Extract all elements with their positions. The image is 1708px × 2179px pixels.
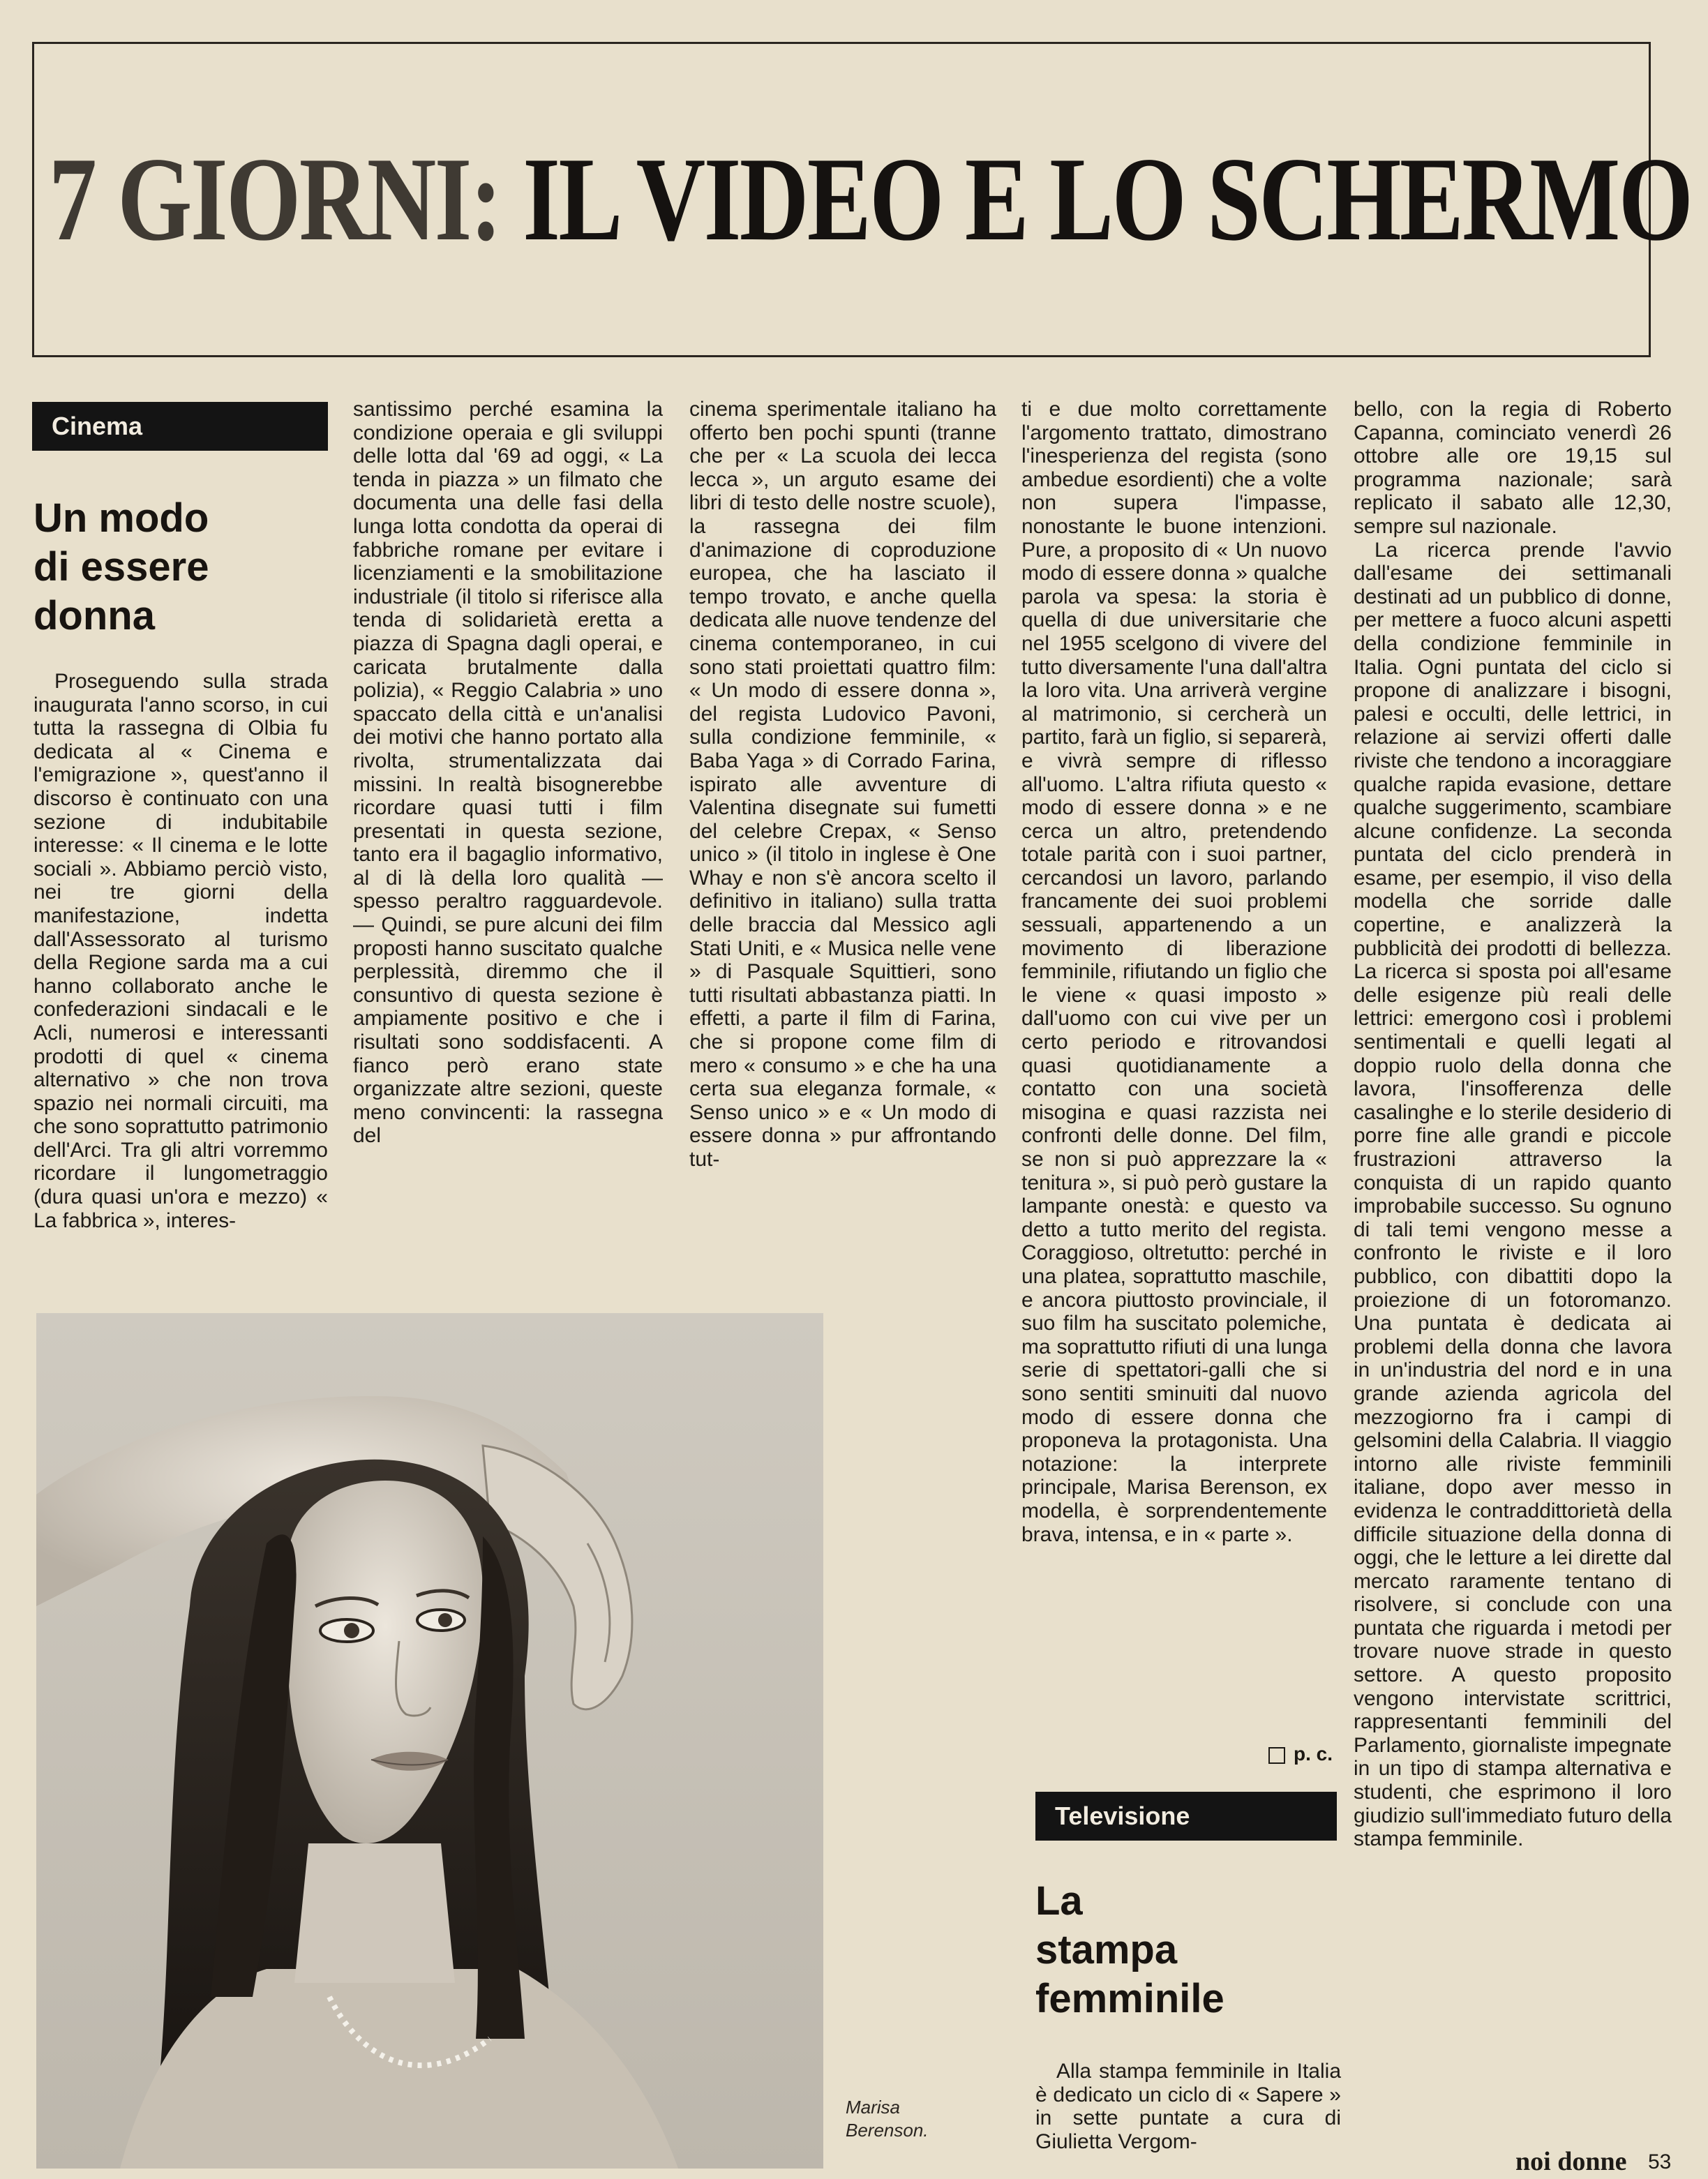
tv-headline-line: stampa xyxy=(1035,1927,1178,1972)
section-label-tv: Televisione xyxy=(1035,1792,1337,1841)
paragraph: ti e due molto correttamente l'argomento trattato, dimostrano l'inesperienza del regista (sono ambedue esordienti) che a volte non supera l'impasse, nonostante le buone intenzioni. Pure, a proposito di « Un nuovo modo di essere donna » qualche parola va spesa: la storia è quella di due universitarie che nel 1955 scelgono di vivere del tutto diversamente l'una dall'altra la loro vita. Una arriverà vergine al matrimonio, si cercherà un partito, farà un figlio, si separerà, e vivrà sempre di riflesso all'uomo. L'altra rifiuta questo « modo di essere donna » e ne cerca un altro, pretendendo totale parità con i suoi partner, cercandosi un lavoro, parlando francamente dei suoi problemi sessuali, appartenendo a un movimento di liberazione femminile, rifiutando un figlio che le viene « quasi imposto » dall'uomo con cui vive per un certo periodo e ritrovandosi quasi quotidianamente a contatto con una società misogina e quasi razzista nei confronti delle donne. Del film, se non si può apprezzare la « tenitura », si può però gustare la lampante onestà: e questo va detto a tutto merito del regista. Coraggioso, oltretutto: perché in una platea, soprattutto maschile, e ancora piuttosto provinciale, il suo film ha suscitato polemiche, ma soprattutto rifiuti di una lunga serie di spettatori-galli che si sono sentiti sminuiti dal nuovo modo di essere donna che proponeva la protagonista. Una notazione: la interprete principale, Marisa Berenson, ex modella, è sorprendentemente brava, intensa, e in « parte ». xyxy=(1021,398,1327,1546)
caption-line: Berenson. xyxy=(846,2120,929,2141)
paragraph: Proseguendo sulla strada inaugurata l'anno scorso, in cui tutta la rassegna di Olbia fu dedicata al « Cinema e l'emigrazione », quest'anno il discorso è continuato con una sezione di indubitabile interesse: « Il cinema e le lotte sociali ». Abbiamo perciò visto, nei tre giorni della manifestazione, indetta dall'Assessorato al turismo della Regione sarda ma a cui hanno collaborato anche le confederazioni sindacali e le Acli, numerosi e interessanti prodotti di quel « cinema alternativo » che non trova spazio nei normali circuiti, ma che sono soprattutto patrimonio dell'Arci. Tra gli altri vorremmo ricordare il lungometraggio (dura quasi un'ora e mezzo) « La fabbrica », interes- xyxy=(33,670,328,1232)
paragraph: cinema sperimentale italiano ha offerto ben pochi spunti (tranne che per « La scuola dei lecca lecca », un arguto esame dei libri di testo delle nostre scuole), la rassegna dei film d'animazione di coproduzione europea, che ha lasciato il tempo trovato, e anche quella dedicata alle nuove tendenze del cinema contemporaneo, in cui sono stati proiettati quattro film: « Un modo di essere donna », del regista Ludovico Pavoni, sulla condizione femminile, « Baba Yaga » di Corrado Farina, ispirato alle avventure di Valentina disegnate sui fumetti del celebre Crepax, « Senso unico » (il titolo in inglese è One Whay e non s'è ancora scelto il definitivo in italiano) sulla tratta delle braccia dal Messico agli Stati Uniti, e « Musica nelle vene » di Pasquale Squittieri, sono tutti risultati abbastanza piatti. In effetti, a parte il film di Farina, che si propone come film di mero « consumo » e che ha una certa sua eleganza formale, « Senso unico » e « Un modo di essere donna » pur affrontando tut- xyxy=(689,398,996,1171)
cinema-headline-line: donna xyxy=(33,593,155,638)
signature-text: p. c. xyxy=(1294,1743,1333,1765)
page-number: 53 xyxy=(1648,2150,1672,2173)
portrait-illustration xyxy=(36,1313,823,2169)
cinema-headline xyxy=(33,494,327,641)
column-4 xyxy=(1021,398,1327,1546)
paragraph: santissimo perché esamina la condizione operaia e gli sviluppi delle lotta dal '69 ad oggi, « La tenda in piazza » un filmato che documenta una delle fasi della lunga lotta condotta da operai di fabbriche romane per evitare i licenziamenti e la smobilitazione industriale (il titolo si riferisce alla tenda di solidarietà eretta a piazza di Spagna dagli operai, e caricata brutalmente dalla polizia), « Reggio Calabria » uno spaccato della città e un'analisi dei motivi che hanno portato alla rivolta, strumentalizzata dai missini. In realtà bisognerebbe ricordare quasi tutti i film presentati in questa sezione, tanto era il bagaglio informativo, al di là della loro qualità — spesso peraltro ragguardevole. — Quindi, se pure alcuni dei film proposti hanno suscitato qualche perplessità, diremmo che il consuntivo di questa sezione è ampiamente positivo e che i risultati sono soddisfacenti. A fianco però erano state organizzate altre sezioni, queste meno convincenti: la rassegna del xyxy=(353,398,663,1148)
end-mark-icon xyxy=(1268,1747,1285,1764)
column-2 xyxy=(353,398,663,1148)
tv-headline xyxy=(1035,1877,1328,2023)
paragraph: Alla stampa femminile in Italia è dedicato un ciclo di « Sapere » in sette puntate a cura di Giulietta Vergom- xyxy=(1035,2060,1341,2153)
title-lead: 7 GIORNI: xyxy=(49,133,501,266)
column-1 xyxy=(33,670,328,1232)
section-label-cinema: Cinema xyxy=(32,402,328,451)
title-rest: IL VIDEO E LO SCHERMO xyxy=(523,133,1692,266)
magazine-name: noi donne xyxy=(1515,2147,1627,2176)
paragraph: bello, con la regia di Roberto Capanna, cominciato venerdì 26 ottobre alle ore 19,15 sul programma nazionale; sarà replicato il sabato alle 12,30, sempre sul nazionale. xyxy=(1354,398,1672,538)
tv-headline-line: La xyxy=(1035,1878,1083,1924)
page-title xyxy=(49,133,1692,266)
tv-headline-line: femminile xyxy=(1035,1976,1224,2021)
cinema-headline-line: Un modo xyxy=(33,495,209,541)
caption-line: Marisa xyxy=(846,2097,901,2118)
column-5 xyxy=(1354,398,1672,1851)
cinema-headline-line: di essere xyxy=(33,544,209,590)
author-signature xyxy=(1268,1743,1333,1765)
photo-caption xyxy=(846,2096,929,2142)
portrait-photo xyxy=(36,1313,823,2169)
column-4b xyxy=(1035,2060,1341,2153)
paragraph: La ricerca prende l'avvio dall'esame dei settimanali destinati ad un pubblico di donne, per mettere a fuoco alcuni aspetti della condizione femminile in Italia. Ogni puntata del ciclo si propone di analizzare i bisogni, palesi e occulti, delle lettrici, in relazione ai servizi offerti dalle riviste che tendono a incoraggiare qualche rapida evasione, dettare qualche suggerimento, scambiare alcune confidenze. La seconda puntata del ciclo prenderà in esame, per esempio, il viso della modella che sorride dalle copertine, e analizzerà la pubblicità dei prodotti di bellezza. La ricerca si sposta poi all'esame delle esigenze più reali delle lettrici: emergono così i problemi sentimentali e quelli legati al doppio ruolo della donna che lavora, l'insofferenza delle casalinghe e lo sterile desiderio di porre fine alle grandi e piccole frustrazioni attraverso la conquista di un rapido quanto improbabile successo. Su ognuno di tali temi vengono messe a confronto le riviste e il loro pubblico, con dibattiti dopo la proiezione di un fotoromanzo. Una puntata è dedicata ai problemi della donna che lavora in un'industria del nord e in una grande azienda agricola del mezzogiorno fra i campi di gelsomini della Calabria. Il viaggio intorno alle riviste femminili italiane, dopo aver messo in evidenza le contraddittorietà della difficile situazione della donna di oggi, che le letture a lei dirette dal mercato raramente tentano di risolvere, si conclude con una puntata che riguarda i metodi per trovare nuove strade in questo settore. A questo proposito vengono intervistate scrittrici, rappresentanti femminili del Parlamento, giornaliste impegnate in un tipo di stampa alternativa e studenti, che esprimono il loro giudizio sull'immediato futuro della stampa femminile. xyxy=(1354,538,1672,1851)
column-3 xyxy=(689,398,996,1171)
